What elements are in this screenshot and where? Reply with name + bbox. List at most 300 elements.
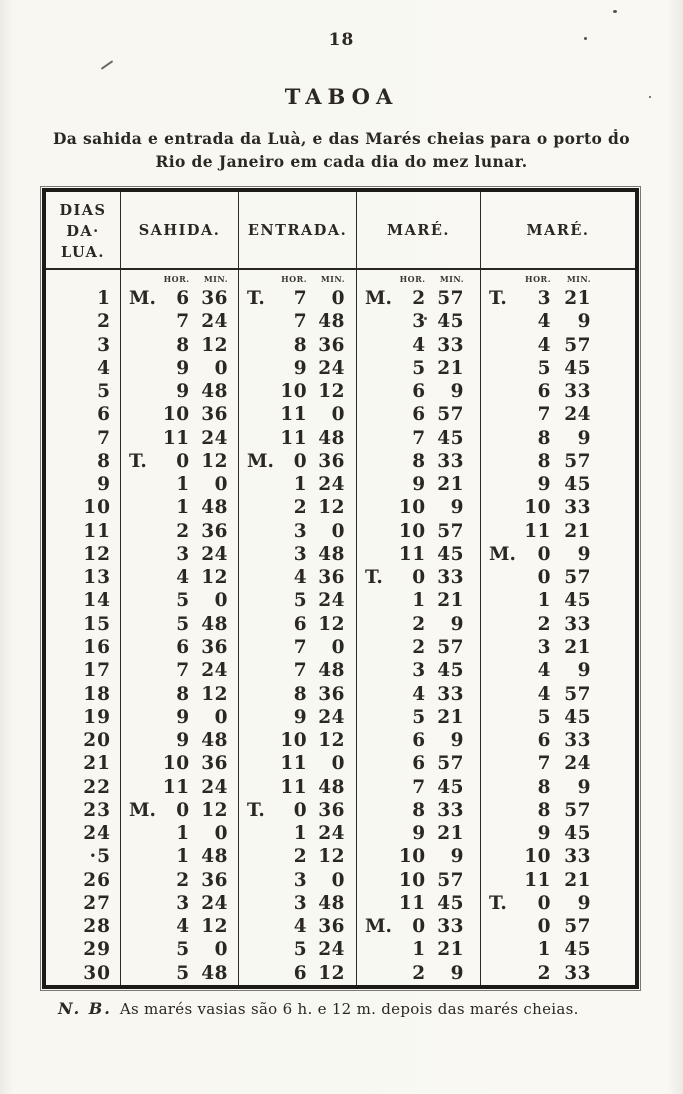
tide-prefix [247,729,273,752]
hour-value: 10 [398,869,426,891]
hour-value: 6 [537,730,551,752]
minute-value: 57 [564,799,591,821]
subheader-cell [239,270,357,287]
tide-prefix: T. [247,799,265,821]
time-cell [239,938,357,961]
hour-value: 11 [524,520,551,542]
time-cell [239,380,357,403]
hour-value: 10 [398,846,426,868]
table-row [46,380,635,403]
hour-value: 8 [412,799,426,821]
table-row [46,403,635,426]
hour-value: 1 [293,474,308,496]
tide-prefix [129,613,155,636]
hour-value: 1 [176,497,190,519]
subtitle-line2: Rio de Janeiro em cada dia do mez lunar. [155,152,528,171]
table-row [46,473,635,496]
minute-value: 0 [214,706,228,728]
tide-prefix [247,357,273,380]
day-cell: 19 [46,706,121,729]
table-row [46,566,635,589]
minute-value: 45 [564,474,591,496]
hour-value: 2 [537,962,551,984]
time-cell [239,636,357,659]
time-cell [239,776,357,799]
tide-prefix [129,403,155,426]
hour-value: 9 [293,357,308,379]
hour-value: 2 [412,636,426,658]
minute-value: 9 [450,497,464,519]
hour-value: 0 [537,916,551,938]
time-cell [121,450,239,473]
hour-value: 9 [176,381,190,403]
hour-value: 5 [537,357,551,379]
time-cell [481,938,635,961]
tide-prefix [365,473,391,496]
tide-prefix: M. [365,288,392,309]
time-cell [239,310,357,333]
tide-prefix [365,776,391,799]
minute-value: 12 [318,730,345,752]
tide-prefix [247,706,273,729]
time-cell [357,543,481,566]
minute-value: 57 [564,334,591,356]
time-cell [481,892,635,915]
time-cell [239,822,357,845]
time-cell [239,589,357,612]
time-cell [239,799,357,822]
minute-value: 12 [201,916,228,938]
minute-value: 45 [564,706,591,728]
minute-value: 45 [437,776,464,798]
minute-value: 24 [201,543,228,565]
hour-value: 9 [537,474,551,496]
time-cell [481,473,635,496]
tide-prefix [489,962,515,985]
hour-value: 3 [537,636,551,658]
hour-value: 8 [537,427,551,449]
minute-value: 0 [214,590,228,612]
tide-prefix [489,869,515,892]
table-row [46,822,635,845]
day-cell: 21 [46,752,121,775]
tide-prefix [365,310,391,333]
header-entrada: ENTRADA. [239,192,357,268]
minute-value: 48 [201,613,228,635]
table-row [46,613,635,636]
minute-value: 12 [201,450,228,472]
minute-value: 48 [201,381,228,403]
minute-value: 21 [437,590,464,612]
minute-value: 33 [564,962,591,984]
tide-prefix [489,776,515,799]
table-row [46,776,635,799]
time-cell [239,752,357,775]
hour-value: 9 [176,730,190,752]
tide-prefix [247,543,273,566]
minute-value: 33 [437,567,464,589]
hour-value: 2 [293,846,308,868]
time-cell [121,776,239,799]
time-cell [121,334,239,357]
tide-prefix [365,706,391,729]
minute-value: 12 [318,962,345,984]
time-cell [239,892,357,915]
day-cell: 20 [46,729,121,752]
tide-table [42,188,639,989]
table-row [46,892,635,915]
hour-value: 9 [176,357,190,379]
hour-value: 6 [412,381,426,403]
hour-value: 0 [176,450,190,472]
minute-value: 48 [318,311,345,333]
tide-prefix [129,543,155,566]
tide-prefix [247,496,273,519]
time-cell [121,473,239,496]
time-cell [357,962,481,985]
minute-value: 48 [201,497,228,519]
tide-prefix [129,683,155,706]
minute-value: 36 [201,404,228,426]
minute-value: 45 [564,939,591,961]
minute-value: 45 [437,427,464,449]
hour-value: 10 [162,753,190,775]
hour-value: 6 [293,613,308,635]
minute-value: 21 [437,706,464,728]
time-cell [357,450,481,473]
tide-prefix [129,915,155,938]
time-cell [357,334,481,357]
minute-value: 24 [201,427,228,449]
tide-prefix [365,729,391,752]
hour-value: 11 [280,427,308,449]
time-cell [357,357,481,380]
table-row [46,310,635,333]
hour-value: 5 [293,939,308,961]
hour-value: 4 [412,683,426,705]
minute-value: 48 [318,543,345,565]
time-cell [357,659,481,682]
tide-prefix [365,962,391,985]
minute-value: 9 [577,543,591,565]
minute-value: 24 [318,706,345,728]
time-cell [121,380,239,403]
hour-value: 7 [537,753,551,775]
minute-value: 9 [577,892,591,914]
hour-value: 3 [176,543,190,565]
tide-prefix [365,659,391,682]
tide-prefix: M. [365,916,392,938]
day-cell: 14 [46,589,121,612]
time-cell [357,287,481,310]
minute-value: 36 [201,636,228,658]
tide-prefix [489,915,515,938]
time-cell [481,520,635,543]
time-cell [239,357,357,380]
tide-prefix [365,520,391,543]
time-cell [239,869,357,892]
hour-value: 2 [176,869,190,891]
scan-speck [101,60,114,70]
tide-prefix [365,357,391,380]
hour-value: 6 [176,288,190,309]
time-cell [239,496,357,519]
hour-value: 11 [524,869,551,891]
minute-value: 0 [331,288,345,309]
minute-value: 9 [450,381,464,403]
time-cell [121,403,239,426]
time-cell [357,822,481,845]
tide-prefix [489,683,515,706]
hour-value: 4 [537,311,551,333]
hour-value: 7 [293,311,308,333]
table-header-row [46,192,635,270]
time-cell [357,496,481,519]
minute-value: 9 [450,846,464,868]
minute-value: 33 [564,613,591,635]
minute-value: 48 [318,660,345,682]
time-cell [357,752,481,775]
tide-prefix [365,845,391,868]
hour-value: 10 [398,520,426,542]
header-sahida: SAHIDA. [121,192,239,268]
time-cell [357,706,481,729]
tide-prefix [247,427,273,450]
header-dias-da-lua [46,192,121,268]
tide-prefix [365,752,391,775]
day-cell: 4 [46,357,121,380]
hour-value: 3 [412,660,426,682]
tide-prefix [129,357,155,380]
table-row [46,334,635,357]
minute-value: 0 [331,404,345,426]
tide-prefix [129,636,155,659]
hour-value: 6 [412,753,426,775]
minute-value: 24 [564,404,591,426]
time-cell [357,566,481,589]
tide-prefix [489,427,515,450]
table-row [46,450,635,473]
time-cell [121,659,239,682]
hour-value: 3 [176,892,190,914]
subheader-min-label: MIN. [320,273,345,284]
subheader-hor-label: HOR. [399,273,426,284]
tide-prefix [129,427,155,450]
table-body [46,287,635,985]
tide-prefix [365,869,391,892]
tide-prefix [247,380,273,403]
hour-value: 8 [176,683,190,705]
tide-prefix [489,636,515,659]
time-cell [481,450,635,473]
minute-value: 45 [564,590,591,612]
hour-value: 8 [293,334,308,356]
time-cell [239,659,357,682]
table-row [46,287,635,310]
table-row [46,589,635,612]
minute-value: 57 [564,683,591,705]
tide-prefix [489,403,515,426]
minute-value: 48 [318,776,345,798]
time-cell [121,589,239,612]
hour-value: 1 [176,823,190,845]
minute-value: 24 [201,892,228,914]
minute-value: 24 [201,776,228,798]
time-cell [121,310,239,333]
time-cell [481,659,635,682]
time-cell [121,799,239,822]
minute-value: 48 [318,892,345,914]
minute-value: 12 [201,567,228,589]
time-cell [121,845,239,868]
minute-value: 24 [318,474,345,496]
header-dias-line: DIAS [59,201,107,219]
table-row [46,752,635,775]
time-cell [239,403,357,426]
minute-value: 21 [437,939,464,961]
tide-prefix [129,496,155,519]
tide-prefix [129,334,155,357]
hour-value: 9 [412,823,426,845]
table-row [46,962,635,985]
tide-prefix [247,776,273,799]
minute-value: 48 [201,962,228,984]
hour-value: 7 [293,636,308,658]
time-cell [481,380,635,403]
tide-prefix [489,659,515,682]
minute-value: 9 [577,660,591,682]
day-cell: 24 [46,822,121,845]
time-cell [357,683,481,706]
day-cell: 12 [46,543,121,566]
minute-value: 33 [564,497,591,519]
tide-prefix [129,822,155,845]
tide-prefix [247,869,273,892]
time-cell [481,427,635,450]
tide-prefix [247,845,273,868]
minute-value: 33 [437,683,464,705]
tide-prefix [365,892,391,915]
hour-value: 2 [537,613,551,635]
minute-value: 36 [318,916,345,938]
time-cell [357,915,481,938]
footnote [58,999,638,1018]
subheader-cell [481,270,635,287]
subheader-day-spacer [46,270,121,287]
tide-prefix [489,822,515,845]
hour-value: 0 [412,916,426,938]
time-cell [121,706,239,729]
minute-value: 36 [318,450,345,472]
minute-value: 0 [331,753,345,775]
time-cell [239,962,357,985]
subheader-hor-label: HOR. [525,273,551,284]
tide-prefix [247,962,273,985]
hour-value: 1 [412,939,426,961]
hour-value: 5 [176,939,190,961]
time-cell [481,915,635,938]
minute-value: 0 [214,939,228,961]
subheader-min-label: MIN. [203,273,228,284]
hour-value: 11 [398,543,426,565]
subtitle [30,127,653,173]
hour-value: 11 [280,753,308,775]
hour-value: 2 [293,497,308,519]
minute-value: 57 [437,288,464,309]
hour-value: 10 [162,404,190,426]
time-cell [239,473,357,496]
minute-value: 0 [214,823,228,845]
hour-value: 2 [412,962,426,984]
hour-value: 7 [412,427,426,449]
hour-value: 6 [293,962,308,984]
minute-value: 57 [437,520,464,542]
day-cell: 13 [46,566,121,589]
time-cell [121,287,239,310]
tide-prefix [365,799,391,822]
day-cell: 3 [46,334,121,357]
tide-prefix [489,334,515,357]
minute-value: 33 [564,846,591,868]
day-cell: 8 [46,450,121,473]
minute-value: 9 [450,730,464,752]
hour-value: 6 [412,730,426,752]
minute-value: 9 [450,613,464,635]
minute-value: 12 [318,381,345,403]
time-cell [481,706,635,729]
hour-value: 2 [412,613,426,635]
minute-value: 36 [201,869,228,891]
hour-value: 10 [524,846,551,868]
subtitle-line1: Da sahida e entrada da Luà, e das Marés cheias para o porto do [52,129,631,148]
time-cell [481,566,635,589]
subheader-hor-label: HOR. [281,273,308,284]
tide-prefix [489,938,515,961]
hour-value: 1 [412,590,426,612]
time-cell [481,869,635,892]
hour-value: 6 [412,404,426,426]
tide-prefix [365,496,391,519]
hour-value: 9 [176,706,190,728]
tide-prefix [489,473,515,496]
minute-value: 9 [577,311,591,333]
tide-prefix [129,869,155,892]
tide-prefix [489,589,515,612]
hour-value: 10 [280,381,308,403]
footnote-prefix: N. B. [58,999,112,1018]
hour-value: 4 [176,567,190,589]
hour-value: 7 [176,311,190,333]
time-cell [121,938,239,961]
page-number: 18 [328,30,355,50]
day-cell: 17 [46,659,121,682]
tide-prefix [489,566,515,589]
tide-prefix [365,683,391,706]
tide-prefix: M. [489,543,516,565]
table-row [46,683,635,706]
time-cell [357,520,481,543]
hour-value: 5 [176,613,190,635]
time-cell [121,752,239,775]
hour-value: 3 [293,520,308,542]
minute-value: 21 [564,869,591,891]
hour-value: 7 [412,776,426,798]
time-cell [481,822,635,845]
header-mare-1: MARÉ. [357,192,481,268]
day-cell: 15 [46,613,121,636]
tide-prefix [489,613,515,636]
time-cell [357,427,481,450]
